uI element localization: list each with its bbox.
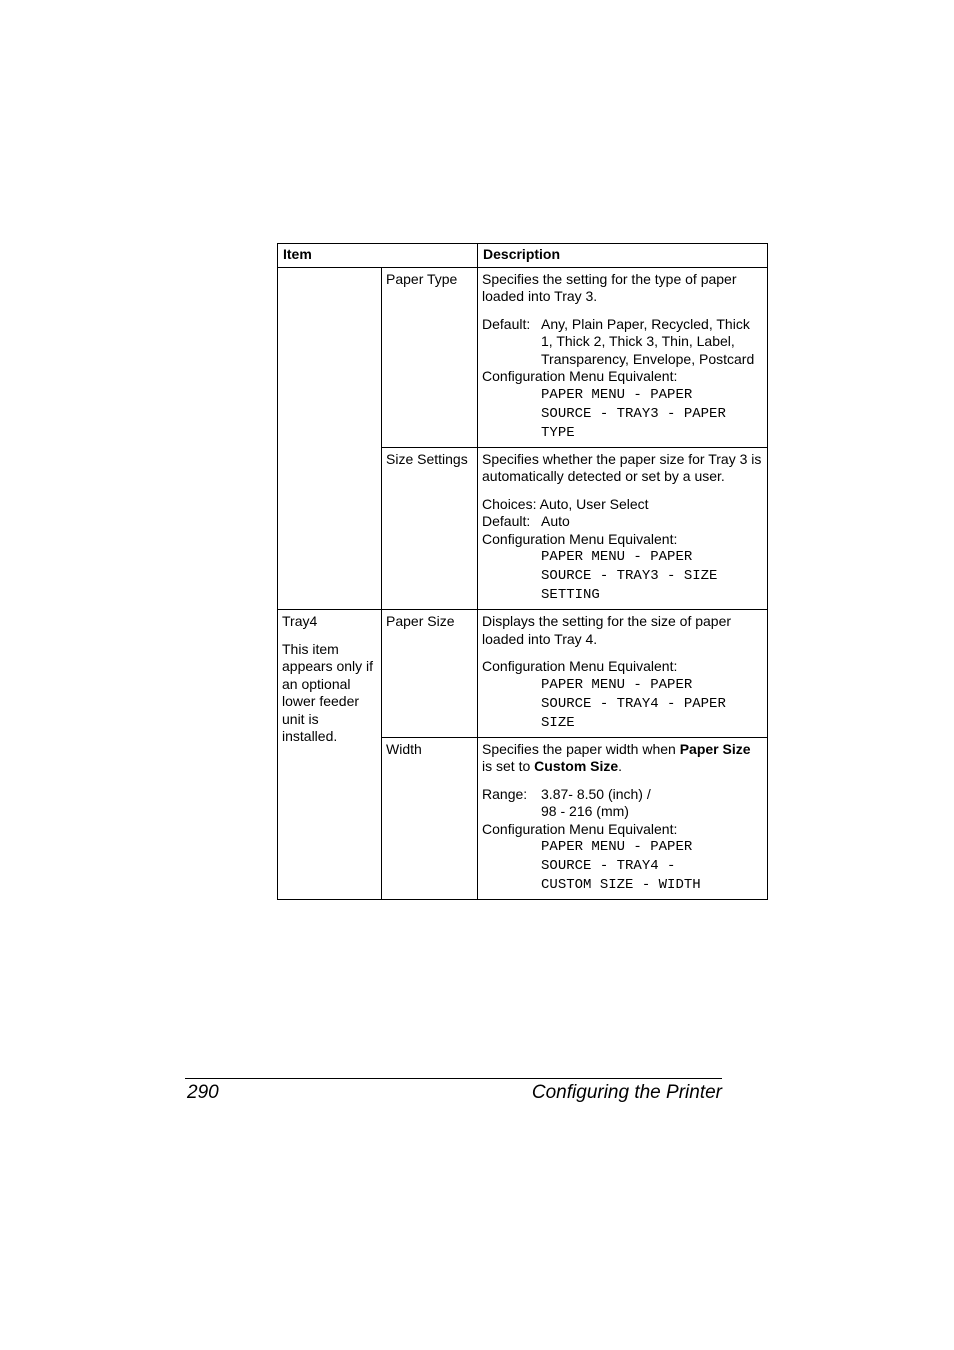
table-header-row bbox=[278, 244, 768, 268]
config-label: Configuration Menu Equivalent: bbox=[482, 530, 678, 547]
range-value-inch: 3.87- 8.50 (inch) / bbox=[541, 785, 651, 802]
description-text: Displays the setting for the size of paper loaded into Tray 4. bbox=[482, 613, 732, 647]
range-row bbox=[482, 786, 763, 821]
config-label: Configuration Menu Equivalent: bbox=[482, 820, 678, 837]
config-path-line: SETTING bbox=[541, 587, 600, 603]
footer-divider bbox=[185, 1078, 722, 1079]
config-path-line: PAPER MENU - PAPER bbox=[541, 386, 693, 403]
description-text: Specifies the setting for the type of paper loaded into Tray 3. bbox=[482, 270, 737, 304]
default-row bbox=[482, 513, 763, 531]
menu-settings-table bbox=[277, 243, 768, 900]
desc-text-part: Specifies the paper width when bbox=[482, 740, 680, 757]
range-value-mm: 98 - 216 (mm) bbox=[541, 803, 629, 819]
range-value bbox=[541, 786, 763, 821]
header-item: Item bbox=[278, 244, 478, 268]
config-path-line: PAPER MENU - PAPER bbox=[541, 549, 693, 565]
item-label: Tray4 bbox=[282, 613, 318, 629]
config-label: Configuration Menu Equivalent: bbox=[482, 658, 678, 674]
desc-bold-paper-size: Paper Size bbox=[679, 740, 751, 757]
default-label: Default: bbox=[482, 315, 531, 332]
description-cell bbox=[478, 267, 768, 447]
config-path-line: SOURCE - TRAY3 - SIZE bbox=[541, 568, 718, 584]
subitem-width: Width bbox=[382, 737, 478, 900]
config-path-line: PAPER MENU - PAPER bbox=[541, 839, 693, 855]
default-row bbox=[482, 316, 763, 369]
config-path-line: SOURCE - TRAY4 - bbox=[541, 858, 676, 874]
description-cell bbox=[478, 610, 768, 738]
page-number: 290 bbox=[187, 1082, 219, 1103]
choices-text: Choices: Auto, User Select bbox=[482, 495, 649, 512]
item-note: This item appears only if an optional lower feeder unit is installed. bbox=[282, 640, 374, 744]
item-cell-tray3 bbox=[278, 267, 382, 610]
subitem-paper-type: Paper Type bbox=[382, 267, 478, 447]
table-row bbox=[278, 267, 768, 447]
range-label: Range: bbox=[482, 785, 528, 802]
description-cell bbox=[478, 737, 768, 900]
config-path-line: PAPER MENU - PAPER bbox=[541, 676, 693, 693]
desc-text-part: is set to bbox=[482, 758, 535, 774]
default-value: Any, Plain Paper, Recycled, Thick 1, Thick 2, Thick 3, Thin, Label, Transparency, Envelope, Postcard bbox=[541, 315, 755, 367]
config-path-line: SIZE bbox=[541, 714, 575, 731]
desc-bold-custom-size: Custom Size bbox=[534, 758, 619, 774]
default-value: Auto bbox=[541, 513, 570, 529]
desc-text-part: . bbox=[618, 758, 623, 774]
description-cell bbox=[478, 447, 768, 610]
description-text: Specifies whether the paper size for Tray 3 is automatically detected or set by a user. bbox=[482, 450, 762, 484]
config-path-line: TYPE bbox=[541, 424, 575, 441]
config-path-line: SOURCE - TRAY4 - PAPER bbox=[541, 695, 726, 712]
subitem-paper-size: Paper Size bbox=[382, 610, 478, 738]
description-text bbox=[482, 741, 763, 776]
config-label: Configuration Menu Equivalent: bbox=[482, 368, 678, 384]
config-path-line: CUSTOM SIZE - WIDTH bbox=[541, 877, 701, 893]
header-description: Description bbox=[478, 244, 768, 268]
item-cell-tray4 bbox=[278, 610, 382, 900]
subitem-size-settings: Size Settings bbox=[382, 447, 478, 610]
table-row bbox=[278, 610, 768, 738]
default-label: Default: bbox=[482, 513, 531, 529]
chapter-title: Configuring the Printer bbox=[531, 1082, 722, 1103]
config-path-line: SOURCE - TRAY3 - PAPER bbox=[541, 405, 726, 422]
